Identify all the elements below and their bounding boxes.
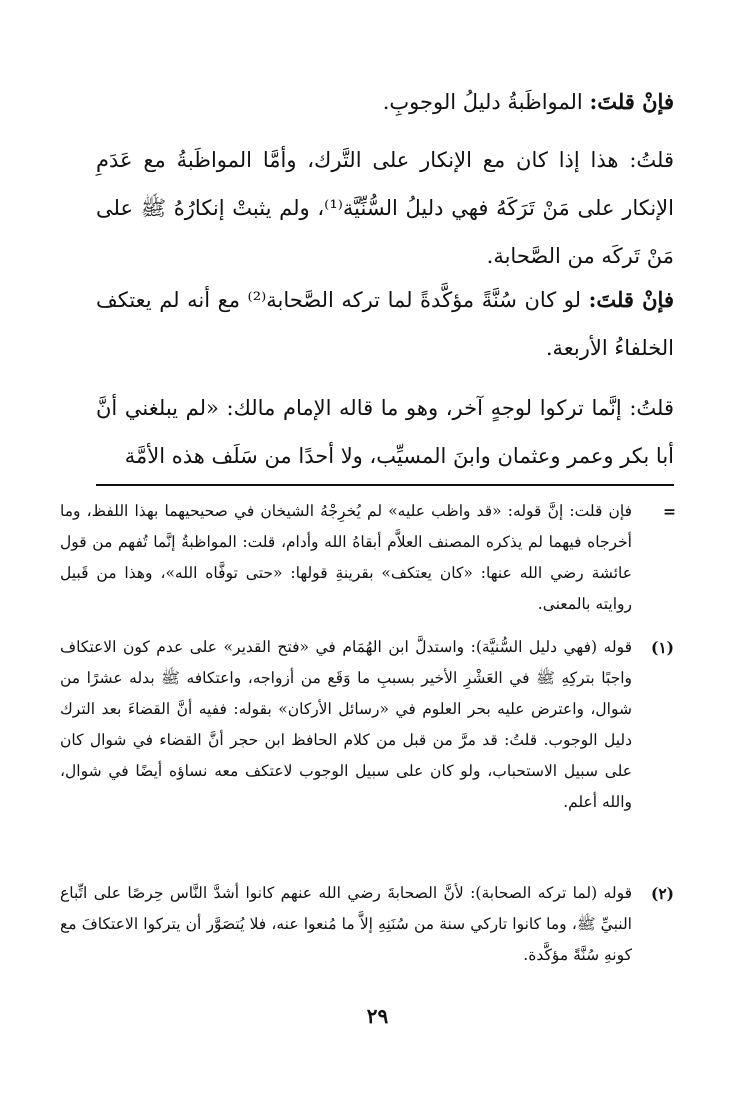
paragraph-answer-2 (96, 384, 674, 480)
question-lead: فإنْ قلتَ: (589, 89, 674, 114)
answer-lead: قلتُ: (629, 396, 674, 420)
paragraph-answer-1 (96, 136, 674, 280)
footnote-text: قوله (فهي دليل السُّنيَّة): واستدلَّ ابن الهُمَام في «فتح القدير» على عدم كون الاعتكاف واجبًا بتركِهِ ﷺ في العَشْرِ الأخير بسببِ ما وَقَع من أزواجه، واعتكافه ﷺ بدله عشرًا من شوال، واعترض عليه بحر العلوم في «رسائل الأركان» بقوله: ففيه أنَّ القضاءَ بعد الترك دليل الوجوب. قلتُ: قد مرَّ من قبل من كلام الحافظ ابن حجر أنَّ القضاء في شوال كان على سبيل الاستحباب، ولو كان على سبيل الوجوب لاعتكف معه نساؤه أيضًا في شوال، والله أعلم. (60, 638, 632, 811)
footnote-separator (96, 484, 674, 486)
page-number: ٢٩ (366, 1004, 389, 1028)
footnote-number: (١) (650, 638, 674, 657)
paragraph-text: هذا إذا كان مع الإنكار على التَّرك، وأمَّا المواظَبةُ مع عَدَمِ الإنكار على مَنْ تَرَكَهُ فهي دليلُ السُّنِّيَّة⁽¹⁾، ولم يثبتْ إنكارُهُ ﷺ على مَنْ تَركَه من الصَّحابة. (96, 148, 674, 268)
footnote-continued (60, 496, 674, 620)
continuation-mark: = (663, 502, 676, 521)
footnote-text: فإن قلت: إنَّ قوله: «قد واظب عليه» لم يُخرِجْهُ الشيخان في صحيحيهما بهذا اللفظ، وما أخرجاه فيهما لم يذكره المصنف العلاَّم أبقاهُ الله وأدام، قلت: المواظبةُ إنَّما تُفهم من قول عائشة رضي الله عنها: «كان يعتكف» بقرينةِ قولها: «حتى توفَّاه الله»، وهذا من قَبيل روايته بالمعنى. (60, 502, 632, 613)
question-lead: فإنْ قلتَ: (588, 287, 674, 312)
paragraph-text: لو كان سُنَّةً مؤكَّدةً لما تركه الصَّحابة⁽²⁾ مع أنه لم يعتكف الخلفاءُ الأربعة. (96, 288, 674, 360)
footnote-number: (٢) (650, 884, 674, 903)
paragraph-text: إنَّما تركوا لوجهٍ آخر، وهو ما قاله الإمام مالك: «لم يبلغني أنَّ أبا بكر وعمر وعثمان وابنَ المسيِّب، ولا أحدًا من سَلَف هذه الأمَّة (96, 396, 674, 468)
paragraph-text: المواظَبةُ دليلُ الوجوبِ. (382, 90, 590, 114)
footnote-2 (60, 878, 674, 971)
footnote-text: قوله (لما تركه الصحابة): لأنَّ الصحابةَ رضي الله عنهم كانوا أشدَّ النَّاس حِرصًا على اتِّباع النبيِّ ﷺ، وما كانوا تاركي سنة من سُنَنِهِ إلاَّ ما مُنعوا عنه، فلا يُتصَوَّر أن يتركوا الاعتكافَ مع كونهِ سُنَّةً مؤكَّدة. (60, 884, 632, 964)
paragraph-question-1 (96, 78, 674, 126)
footnote-1 (60, 632, 674, 818)
paragraph-question-2 (96, 276, 674, 372)
answer-lead: قلتُ: (629, 148, 674, 172)
